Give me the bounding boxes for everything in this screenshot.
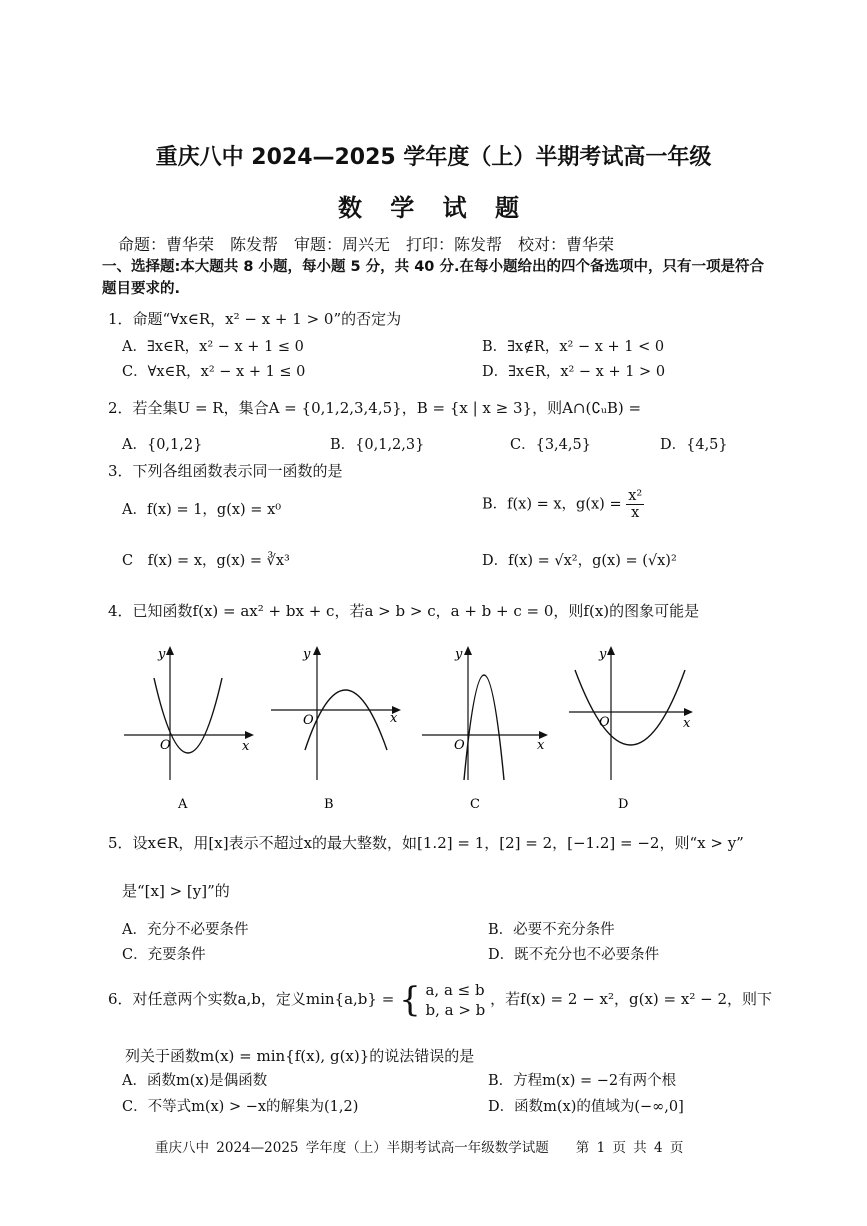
q1-option-d: D．∃x∈R，x² − x + 1 > 0 [482,364,666,380]
q6-stem-prefix: 6．对任意两个实数a,b，定义min{a,b} = [108,990,395,1008]
q3-option-d: D．f(x) = √x²，g(x) = (√x)² [482,553,677,569]
q6-stem-suffix: ，若f(x) = 2 − x²，g(x) = x² − 2，则下 [490,990,772,1008]
q6-stem [108,980,772,1020]
graph-c-x-label: x [537,738,545,753]
q4-graph-b [265,640,405,815]
q5-stem-2: 是“[x] > [y]”的 [122,882,230,900]
graph-d-origin-label: O [599,715,610,730]
q5-option-a: A．充分不必要条件 [122,922,249,938]
q1-option-b: B．∃x∉R，x² − x + 1 < 0 [482,339,665,355]
q4-graph-c [418,640,558,815]
q5-option-b: B．必要不充分条件 [488,922,615,938]
q1-stem: 1．命题“∀x∈R，x² − x + 1 > 0”的否定为 [108,310,402,328]
q6-brace: { [399,980,421,1020]
section-heading: 一、选择题:本大题共 8 小题，每小题 5 分，共 40 分.在每小题给出的四个备选项中，只有一项是符合题目要求的. [102,259,764,297]
q3-stem: 3．下列各组函数表示同一函数的是 [108,462,343,480]
q2-option-c: C．{3,4,5} [510,437,591,453]
page-footer: 重庆八中 2024—2025 学年度（上）半期考试高一年级数学试题 第 1 页 共 4 页 [155,1140,684,1156]
q1-option-c: C．∀x∈R，x² − x + 1 ≤ 0 [122,364,306,380]
q6-option-c: C．不等式m(x) > −x的解集为(1,2) [122,1099,359,1115]
graph-a-origin-label: O [160,738,171,753]
graph-b-letter: B [324,797,334,812]
q3-option-c: C f(x) = x，g(x) = ∛x³ [122,553,290,569]
q3-option-a: A．f(x) = 1，g(x) = x⁰ [122,502,282,518]
q4-stem: 4．已知函数f(x) = ax² + bx + c，若a > b > c，a + b + c = 0，则f(x)的图象可能是 [108,602,700,620]
staff-line: 命题：曹华荣 陈发帮 审题：周兴无 打印：陈发帮 校对：曹华荣 [118,235,615,254]
graph-a-x-label: x [242,739,250,754]
q4-graph-a [120,640,260,815]
q3-option-b-prefix: B．f(x) = x，g(x) = [482,496,622,513]
q2-option-b: B．{0,1,2,3} [330,437,425,453]
q3-option-b-numerator: x² [628,488,643,504]
q2-option-d: D．{4,5} [660,437,728,453]
q3-option-b-fraction [626,488,644,521]
graph-a-y-label: y [158,647,166,662]
q5-option-d: D．既不充分也不必要条件 [488,947,660,963]
q6-option-b: B．方程m(x) = −2有两个根 [488,1073,677,1089]
graph-d-x-label: x [683,716,691,731]
q5-option-c: C．充要条件 [122,947,206,963]
q3-option-b-denominator: x [631,505,640,521]
graph-b-y-label: y [303,647,311,662]
q2-stem: 2．若全集U = R，集合A = {0,1,2,3,4,5}，B = {x | x ≥ 3}，则A∩(∁ᵤB) = [108,399,642,417]
q6-cases [425,980,485,1020]
exam-title: 重庆八中 2024—2025 学年度（上）半期考试高一年级 [155,145,712,170]
graph-a-letter: A [178,797,188,812]
graph-c-origin-label: O [454,738,465,753]
q1-option-a: A．∃x∈R，x² − x + 1 ≤ 0 [122,339,304,355]
subject-title: 数 学 试 题 [337,194,530,222]
q4-graph-d [565,640,705,815]
graph-b-x-label: x [390,711,398,726]
q6-option-a: A．函数m(x)是偶函数 [122,1073,268,1089]
q3-option-b [482,488,644,521]
graph-c-y-label: y [455,647,463,662]
q2-option-a: A．{0,1,2} [122,437,203,453]
graph-c-letter: C [470,797,480,812]
graph-d-letter: D [618,797,629,812]
q6-option-d: D．函数m(x)的值域为(−∞,0] [488,1099,684,1115]
q6-stem-2: 列关于函数m(x) = min{f(x), g(x)}的说法错误的是 [125,1047,475,1065]
q5-stem: 5．设x∈R，用[x]表示不超过x的最大整数，如[1.2] = 1，[2] = 2，[−1.2] = −2，则“x > y” [108,834,744,852]
q6-case-1: a, a ≤ b [425,981,485,999]
graph-b-origin-label: O [303,713,314,728]
graph-d-y-label: y [599,647,607,662]
q6-case-2: b, a > b [425,1001,486,1019]
